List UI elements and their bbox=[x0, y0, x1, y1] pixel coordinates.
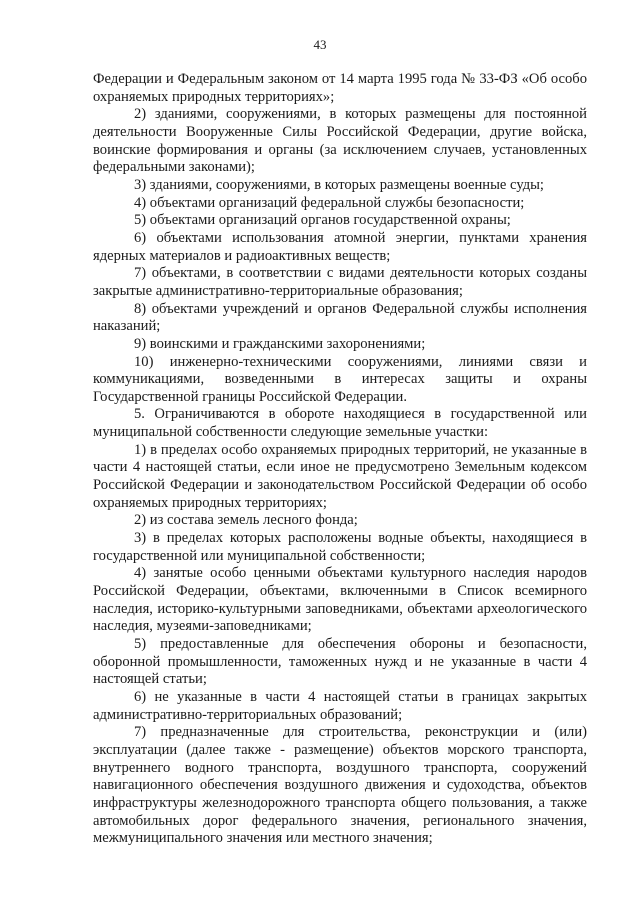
paragraph-item-5-state-guard: 5) объектами организаций органов государственной охраны; bbox=[134, 212, 511, 229]
paragraph-item-6-atomic-energy: 6) объектами использования атомной энергии, пунктами хранения ядерных материалов и радиоактивных веществ; bbox=[93, 229, 587, 264]
paragraph-restricted-6-closed-territories: 6) не указанные в части 4 настоящей статьи в границах закрытых административно-территориальных образований; bbox=[93, 688, 587, 723]
page-number: 43 bbox=[313, 37, 327, 52]
paragraph-item-9-burials: 9) воинскими и гражданскими захоронениями; bbox=[134, 335, 426, 352]
paragraph-restricted-4-cultural-heritage: 4) занятые особо ценными объектами культурного наследия народов Российской Федерации, объектами, включенными в Список всемирного наследия, историко-культурными заповедниками, объектами археологического наследия, музеями-заповедниками; bbox=[93, 565, 587, 635]
paragraph-section-5-heading: 5. Ограничиваются в обороте находящиеся в государственной или муниципальной собственности следующие земельные участки: bbox=[93, 406, 587, 441]
body-text bbox=[93, 71, 587, 848]
paragraph-restricted-2-forest-fund: 2) из состава земель лесного фонда; bbox=[134, 512, 358, 529]
paragraph-item-7-closed-territories: 7) объектами, в соответствии с видами деятельности которых созданы закрытые административно-территориальные образования; bbox=[93, 265, 587, 299]
paragraph-item-10-border: 10) инженерно-техническими сооружениями, линиями связи и коммуникациями, возведенными в интересах защиты и охраны Государственной границы Российской Федерации. bbox=[93, 353, 587, 405]
paragraph-continuation: Федерации и Федеральным законом от 14 марта 1995 года № 33-ФЗ «Об особо охраняемых природных территориях»; bbox=[93, 71, 587, 105]
paragraph-restricted-1-protected-areas: 1) в пределах особо охраняемых природных территорий, не указанные в части 4 настоящей статьи, если иное не предусмотрено Земельным кодексом Российской Федерации и законодательством Российской Федерации об особо охраняемых природных территориях; bbox=[93, 441, 587, 511]
paragraph-item-8-penitentiary: 8) объектами учреждений и органов Федеральной службы исполнения наказаний; bbox=[93, 300, 587, 335]
paragraph-item-2-armed-forces: 2) зданиями, сооружениями, в которых размещены для постоянной деятельности Вооруженные Силы Российской Федерации, другие войска, воинские формирования и органы (за исключением случаев, установленных федеральными законами); bbox=[93, 106, 587, 176]
paragraph-item-3-military-courts: 3) зданиями, сооружениями, в которых размещены военные суды; bbox=[134, 176, 544, 193]
paragraph-restricted-5-defense: 5) предоставленные для обеспечения обороны и безопасности, оборонной промышленности, таможенных нужд и не указанные в части 4 настоящей статьи; bbox=[93, 636, 587, 688]
paragraph-item-4-fsb: 4) объектами организаций федеральной службы безопасности; bbox=[134, 194, 525, 211]
paragraph-restricted-7-transport: 7) предназначенные для строительства, реконструкции и (или) эксплуатации (далее также - размещение) объектов морского транспорта, внутреннего водного транспорта, воздушного транспорта, сооружений навигационного обеспечения воздушного движения и судоходства, объектов инфраструктуры железнодорожного транспорта общего пользования, а также автомобильных дорог федерального значения, регионального значения, межмуниципального значения или местного значения; bbox=[93, 724, 587, 847]
paragraph-restricted-3-water-objects: 3) в пределах которых расположены водные объекты, находящиеся в государственной или муниципальной собственности; bbox=[93, 530, 587, 564]
